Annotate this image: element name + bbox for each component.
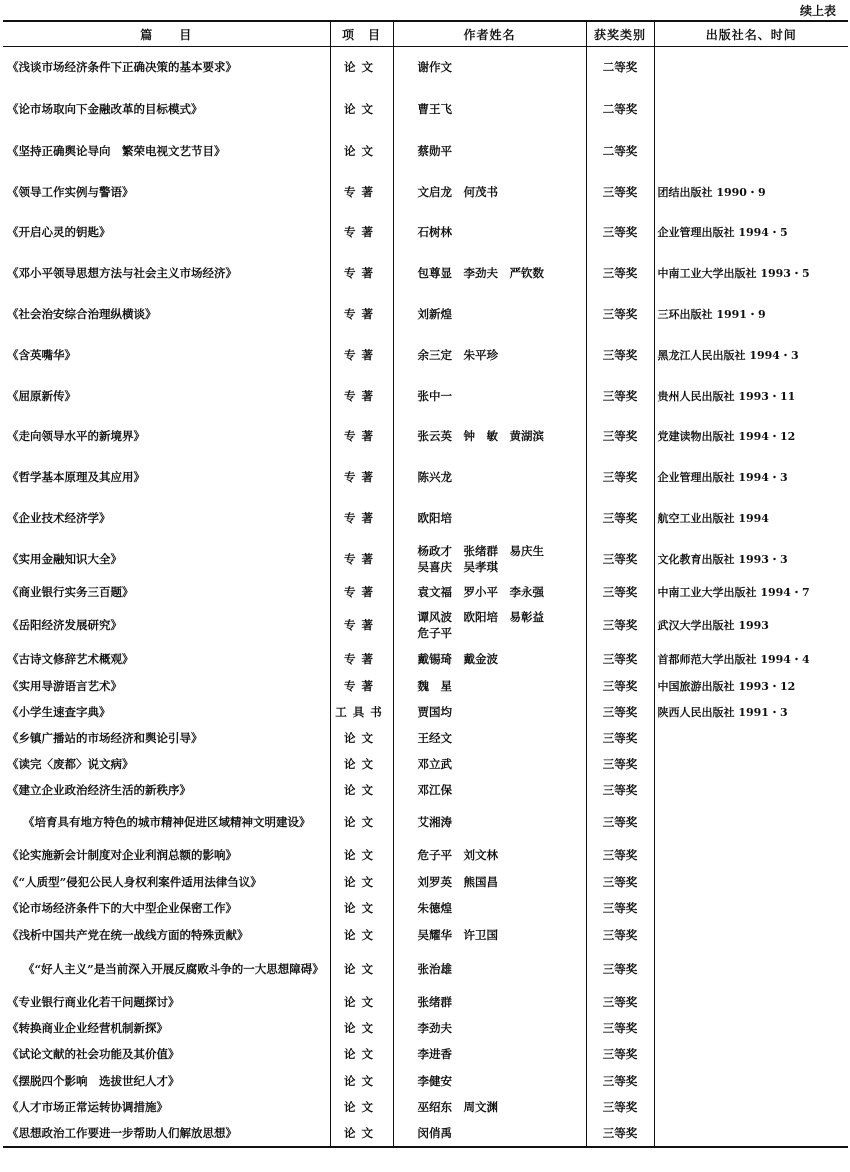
cell-author: 蔡勋平 bbox=[393, 130, 586, 172]
cell-type: 论文 bbox=[330, 130, 393, 172]
cell-type: 专著 bbox=[330, 212, 393, 252]
cell-publisher bbox=[654, 921, 848, 949]
cell-type: 论文 bbox=[330, 921, 393, 949]
table-row bbox=[3, 1041, 848, 1068]
cell-type: 论文 bbox=[330, 725, 393, 751]
cell-author: 陈兴龙 bbox=[393, 457, 586, 498]
cell-award: 三等奖 bbox=[586, 869, 654, 895]
cell-author: 张绪群 bbox=[393, 989, 586, 1015]
cell-type: 论文 bbox=[330, 88, 393, 130]
cell-type: 专著 bbox=[330, 376, 393, 416]
cell-award: 二等奖 bbox=[586, 88, 654, 130]
cell-author: 朱德煌 bbox=[393, 895, 586, 921]
cell-publisher: 团结出版社 1990・9 bbox=[654, 172, 848, 212]
cell-type: 专著 bbox=[330, 673, 393, 699]
cell-publisher bbox=[654, 777, 848, 803]
table-row bbox=[3, 457, 848, 498]
cell-type: 专著 bbox=[330, 579, 393, 605]
cell-type: 专著 bbox=[330, 605, 393, 645]
cell-publisher bbox=[654, 88, 848, 130]
cell-type: 专著 bbox=[330, 539, 393, 579]
cell-author: 李健安 bbox=[393, 1068, 586, 1094]
cell-award: 三等奖 bbox=[586, 1015, 654, 1041]
cell-publisher: 陕西人民出版社 1991・3 bbox=[654, 699, 848, 725]
table-row bbox=[3, 949, 848, 989]
cell-award: 三等奖 bbox=[586, 498, 654, 539]
table-row bbox=[3, 294, 848, 334]
cell-title: 《论实施新会计制度对企业利润总额的影响》 bbox=[7, 847, 237, 862]
cell-publisher bbox=[654, 1041, 848, 1068]
cell-type: 专著 bbox=[330, 457, 393, 498]
cell-type: 论文 bbox=[330, 1120, 393, 1147]
cell-publisher bbox=[654, 751, 848, 777]
table-row bbox=[3, 803, 848, 841]
table-row bbox=[3, 895, 848, 921]
cell-type: 论文 bbox=[330, 1015, 393, 1041]
table-row bbox=[3, 605, 848, 645]
cell-author: 张云英 钟 敏 黄湖滨 bbox=[393, 416, 586, 457]
cell-type: 论文 bbox=[330, 47, 393, 88]
cell-title: 《古诗文修辞艺术概观》 bbox=[7, 651, 134, 666]
table-row bbox=[3, 579, 848, 605]
cell-title: 《走向领导水平的新境界》 bbox=[7, 429, 145, 443]
cell-award: 三等奖 bbox=[586, 949, 654, 989]
cell-author: 艾湘涛 bbox=[393, 803, 586, 841]
table-row bbox=[3, 498, 848, 539]
table-header-row bbox=[3, 21, 848, 47]
cell-title: 《屈原新传》 bbox=[7, 388, 76, 403]
cell-award: 三等奖 bbox=[586, 803, 654, 841]
table-row bbox=[3, 88, 848, 130]
cell-award: 三等奖 bbox=[586, 895, 654, 921]
table-row bbox=[3, 777, 848, 803]
table-row bbox=[3, 334, 848, 376]
cell-author: 李进香 bbox=[393, 1041, 586, 1068]
cell-type: 论文 bbox=[330, 1068, 393, 1094]
cell-award: 三等奖 bbox=[586, 294, 654, 334]
cell-title: 《思想政治工作要进一步帮助人们解放思想》 bbox=[3, 1120, 330, 1147]
cell-author: 杨政才 张绪群 易庆生 吴喜庆 吴孝琪 bbox=[393, 539, 586, 579]
cell-title: 《人才市场正常运转协调措施》 bbox=[7, 1099, 168, 1114]
cell-award: 三等奖 bbox=[586, 1068, 654, 1094]
table-row bbox=[3, 539, 848, 579]
cell-author: 包尊显 李劲夫 严钦数 bbox=[393, 252, 586, 294]
cell-type: 工具书 bbox=[330, 699, 393, 725]
cell-author: 李劲夫 bbox=[393, 1015, 586, 1041]
cell-type: 专著 bbox=[330, 252, 393, 294]
header-award: 获奖类别 bbox=[586, 21, 654, 47]
cell-author: 邓江保 bbox=[393, 777, 586, 803]
header-publisher: 出版社名、时间 bbox=[654, 21, 848, 47]
cell-type: 专著 bbox=[330, 294, 393, 334]
cell-author: 袁文福 罗小平 李永强 bbox=[393, 579, 586, 605]
cell-title: 《“好人主义”是当前深入开展反腐败斗争的一大思想障碍》 bbox=[23, 961, 324, 976]
cell-title: 《读完〈废都〉说文病》 bbox=[7, 756, 134, 771]
cell-publisher bbox=[654, 869, 848, 895]
cell-publisher: 中国旅游出版社 1993・12 bbox=[654, 673, 848, 699]
cell-publisher: 黑龙江人民出版社 1994・3 bbox=[654, 334, 848, 376]
cell-title: 《浅析中国共产党在统一战线方面的特殊贡献》 bbox=[7, 927, 249, 942]
cell-title: 《建立企业政治经济生活的新秩序》 bbox=[7, 782, 191, 797]
cell-award: 三等奖 bbox=[586, 777, 654, 803]
cell-author: 戴锡琦 戴金波 bbox=[393, 645, 586, 673]
header-type: 项 目 bbox=[330, 21, 393, 47]
cell-award: 三等奖 bbox=[586, 579, 654, 605]
cell-title: 《转换商业企业经营机制新探》 bbox=[7, 1020, 168, 1035]
table-row bbox=[3, 1094, 848, 1120]
continued-label: 续上表 bbox=[799, 4, 836, 18]
table-row bbox=[3, 416, 848, 457]
cell-award: 三等奖 bbox=[586, 1041, 654, 1068]
cell-award: 三等奖 bbox=[586, 699, 654, 725]
cell-author: 张治雄 bbox=[393, 949, 586, 989]
cell-type: 论文 bbox=[330, 1041, 393, 1068]
cell-author: 曹王飞 bbox=[393, 88, 586, 130]
cell-author: 吴耀华 许卫国 bbox=[393, 921, 586, 949]
cell-publisher: 中南工业大学出版社 1994・7 bbox=[654, 579, 848, 605]
cell-author: 谢作文 bbox=[393, 47, 586, 88]
cell-publisher bbox=[654, 803, 848, 841]
table-row bbox=[3, 1068, 848, 1094]
cell-publisher: 航空工业出版社 1994 bbox=[654, 498, 848, 539]
cell-title: 《小学生速查字典》 bbox=[7, 704, 111, 719]
cell-award: 三等奖 bbox=[586, 376, 654, 416]
cell-award: 三等奖 bbox=[586, 841, 654, 869]
cell-publisher bbox=[654, 130, 848, 172]
cell-publisher bbox=[654, 989, 848, 1015]
table-row bbox=[3, 645, 848, 673]
cell-title: 《专业银行商业化若干问题探讨》 bbox=[7, 994, 180, 1009]
table-row bbox=[3, 212, 848, 252]
table-row bbox=[3, 841, 848, 869]
cell-award: 三等奖 bbox=[586, 645, 654, 673]
cell-publisher bbox=[654, 841, 848, 869]
cell-author: 刘罗英 熊国昌 bbox=[393, 869, 586, 895]
table-row bbox=[3, 869, 848, 895]
cell-author: 巫绍东 周文渊 bbox=[393, 1094, 586, 1120]
cell-publisher bbox=[654, 47, 848, 88]
cell-type: 论文 bbox=[330, 949, 393, 989]
header-author: 作者姓名 bbox=[393, 21, 586, 47]
table-row bbox=[3, 989, 848, 1015]
cell-type: 论文 bbox=[330, 751, 393, 777]
cell-author: 余三定 朱平珍 bbox=[393, 334, 586, 376]
cell-award: 三等奖 bbox=[586, 751, 654, 777]
cell-author: 贾国均 bbox=[393, 699, 586, 725]
cell-author: 张中一 bbox=[393, 376, 586, 416]
table-row bbox=[3, 699, 848, 725]
cell-title: 《试论文献的社会功能及其价值》 bbox=[7, 1047, 180, 1061]
table-row bbox=[3, 751, 848, 777]
table-body bbox=[3, 47, 848, 1147]
cell-title: 《岳阳经济发展研究》 bbox=[7, 617, 122, 632]
cell-author: 谭风波 欧阳培 易彰益 危子平 bbox=[393, 605, 586, 645]
cell-type: 论文 bbox=[330, 803, 393, 841]
cell-title: 《乡镇广播站的市场经济和舆论引导》 bbox=[7, 730, 203, 745]
cell-title: 《论市场经济条件下的大中型企业保密工作》 bbox=[7, 900, 237, 915]
cell-publisher bbox=[654, 1120, 848, 1147]
awards-table bbox=[3, 20, 848, 1148]
cell-type: 专著 bbox=[330, 172, 393, 212]
table-row bbox=[3, 172, 848, 212]
cell-title: 《开启心灵的钥匙》 bbox=[7, 224, 111, 239]
cell-title: 《邓小平领导思想方法与社会主义市场经济》 bbox=[7, 265, 237, 280]
table-row bbox=[3, 47, 848, 88]
cell-award: 三等奖 bbox=[586, 457, 654, 498]
cell-title: 《含英嘴华》 bbox=[7, 347, 76, 362]
cell-publisher bbox=[654, 949, 848, 989]
header-title: 篇 目 bbox=[3, 21, 330, 47]
cell-award: 三等奖 bbox=[586, 605, 654, 645]
cell-title: 《社会治安综合治理纵横谈》 bbox=[7, 306, 157, 321]
cell-award: 三等奖 bbox=[586, 172, 654, 212]
cell-award: 三等奖 bbox=[586, 1120, 654, 1147]
cell-title: 《实用导游语言艺术》 bbox=[7, 678, 122, 693]
cell-publisher: 贵州人民出版社 1993・11 bbox=[654, 376, 848, 416]
cell-award: 三等奖 bbox=[586, 334, 654, 376]
cell-type: 专著 bbox=[330, 334, 393, 376]
cell-publisher: 中南工业大学出版社 1993・5 bbox=[654, 252, 848, 294]
cell-publisher bbox=[654, 725, 848, 751]
table-row bbox=[3, 673, 848, 699]
cell-title: 《实用金融知识大全》 bbox=[7, 551, 122, 566]
cell-author: 魏 星 bbox=[393, 673, 586, 699]
cell-title: 《哲学基本原理及其应用》 bbox=[7, 470, 145, 484]
cell-author: 石树林 bbox=[393, 212, 586, 252]
cell-title: 《“人质型”侵犯公民人身权利案件适用法律刍议》 bbox=[7, 874, 262, 889]
cell-author: 闵俏禹 bbox=[393, 1120, 586, 1147]
cell-publisher: 文化教育出版社 1993・3 bbox=[654, 539, 848, 579]
cell-publisher: 三环出版社 1991・9 bbox=[654, 294, 848, 334]
cell-award: 三等奖 bbox=[586, 1094, 654, 1120]
cell-publisher: 企业管理出版社 1994・5 bbox=[654, 212, 848, 252]
cell-award: 三等奖 bbox=[586, 416, 654, 457]
table-row bbox=[3, 1015, 848, 1041]
cell-title: 《论市场取向下金融改革的目标模式》 bbox=[7, 101, 203, 116]
cell-author: 邓立武 bbox=[393, 751, 586, 777]
cell-publisher bbox=[654, 895, 848, 921]
cell-publisher bbox=[654, 1015, 848, 1041]
cell-author: 刘新煌 bbox=[393, 294, 586, 334]
table-row bbox=[3, 921, 848, 949]
cell-award: 二等奖 bbox=[586, 47, 654, 88]
cell-publisher bbox=[654, 1068, 848, 1094]
cell-award: 三等奖 bbox=[586, 921, 654, 949]
cell-type: 论文 bbox=[330, 1094, 393, 1120]
cell-award: 三等奖 bbox=[586, 989, 654, 1015]
cell-title: 《浅谈市场经济条件下正确决策的基本要求》 bbox=[7, 60, 237, 75]
table-row bbox=[3, 252, 848, 294]
cell-title: 《坚持正确舆论导向 繁荣电视文艺节目》 bbox=[7, 143, 226, 158]
cell-title: 《摆脱四个影响 选拔世纪人才》 bbox=[7, 1073, 180, 1088]
cell-award: 三等奖 bbox=[586, 539, 654, 579]
cell-title: 《商业银行实务三百题》 bbox=[7, 584, 134, 599]
cell-award: 三等奖 bbox=[586, 252, 654, 294]
cell-award: 二等奖 bbox=[586, 130, 654, 172]
cell-type: 论文 bbox=[330, 869, 393, 895]
cell-type: 论文 bbox=[330, 895, 393, 921]
cell-title: 《培育具有地方特色的城市精神促进区域精神文明建设》 bbox=[23, 814, 311, 829]
table-row bbox=[3, 130, 848, 172]
cell-type: 专著 bbox=[330, 416, 393, 457]
cell-type: 论文 bbox=[330, 841, 393, 869]
cell-type: 论文 bbox=[330, 777, 393, 803]
cell-author: 欧阳培 bbox=[393, 498, 586, 539]
table-row bbox=[3, 725, 848, 751]
table-row bbox=[3, 1120, 848, 1147]
cell-author: 危子平 刘文林 bbox=[393, 841, 586, 869]
table-row bbox=[3, 376, 848, 416]
cell-title: 《领导工作实例与警语》 bbox=[7, 184, 134, 199]
cell-author: 王经文 bbox=[393, 725, 586, 751]
cell-publisher: 首都师范大学出版社 1994・4 bbox=[654, 645, 848, 673]
cell-title: 《企业技术经济学》 bbox=[7, 511, 111, 525]
cell-publisher: 武汉大学出版社 1993 bbox=[654, 605, 848, 645]
cell-type: 专著 bbox=[330, 498, 393, 539]
cell-award: 三等奖 bbox=[586, 725, 654, 751]
cell-award: 三等奖 bbox=[586, 673, 654, 699]
cell-publisher bbox=[654, 1094, 848, 1120]
cell-type: 专著 bbox=[330, 645, 393, 673]
cell-publisher: 党建读物出版社 1994・12 bbox=[654, 416, 848, 457]
cell-award: 三等奖 bbox=[586, 212, 654, 252]
cell-type: 论文 bbox=[330, 989, 393, 1015]
cell-publisher: 企业管理出版社 1994・3 bbox=[654, 457, 848, 498]
cell-author: 文启龙 何茂书 bbox=[393, 172, 586, 212]
